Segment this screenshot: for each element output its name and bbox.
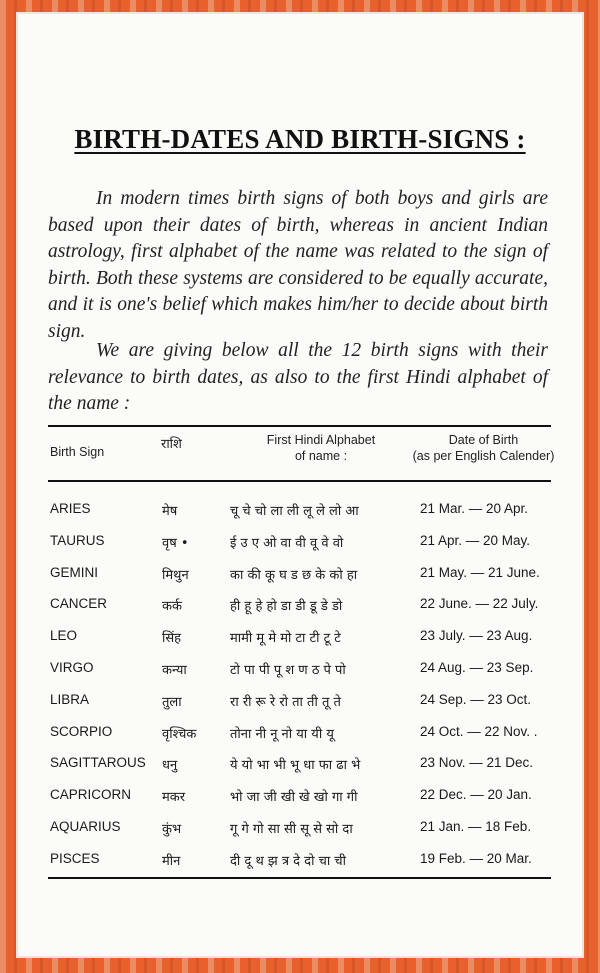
header-date-of-birth [396,432,571,464]
cell-rashi: सिंह [162,631,182,647]
cell-sign: GEMINI [50,564,99,580]
table-row [16,654,584,686]
cell-alphabet: मामी मू मे मो टा टी टू टे [230,631,341,647]
table-row [16,495,584,527]
header-hindi-alphabet-line1: First Hindi Alphabet [266,433,376,447]
cell-rashi: वृश्चिक [162,726,197,742]
table-row [16,718,584,750]
cell-date: 21 May. — 21 June. [420,564,540,580]
page-title: BIRTH-DATES AND BIRTH-SIGNS : [74,124,526,154]
cell-rashi: तुला [162,694,182,710]
cell-sign: CANCER [50,596,108,612]
table-row [16,845,584,877]
cell-sign: ARIES [50,501,91,516]
cell-rashi: कुंभ [162,821,182,837]
cell-sign: SAGITTAROUS [50,755,146,771]
cell-date: 24 Sep. — 23 Oct. [420,691,532,707]
cell-sign: AQUARIUS [50,818,121,834]
header-date-line1: Date of Birth [448,433,519,447]
table-top-rule [48,425,551,427]
table-intro-paragraph: We are giving below all the 12 birth signs with their relevance to birth dates, as also to the first Hindi alphabet of the name : [48,340,548,414]
cell-rashi: कन्या [162,662,187,678]
intro-paragraph: In modern times birth signs of both boys and girls are based upon their dates of birth, whereas in ancient Indian astrology, first alphabet of the name was related to the sign of birth. Both these systems are considered to be equally accurate, and it is one's belief which makes him/her to decide about birth sign. [48,188,548,342]
cell-alphabet: दी दू थ झ त्र दे दो चा ची [230,853,346,869]
cell-sign: TAURUS [50,532,105,548]
table-row [16,527,584,559]
cell-date: 21 Apr. — 20 May. [420,532,531,548]
cell-sign: SCORPIO [50,723,113,739]
cell-alphabet: का की कू घ ड छ के को हा [230,567,358,583]
cell-date: 24 Aug. — 23 Sep. [420,659,534,675]
cell-alphabet: चू चे चो ला ली लू ले लो आ [230,504,359,519]
cell-date: 19 Feb. — 20 Mar. [420,850,532,866]
cell-alphabet: भो जा जी खी खे खो गा गी [230,790,358,806]
cell-rashi: धनु [162,758,178,774]
cell-date: 21 Jan. — 18 Feb. [420,818,532,834]
cell-alphabet: रा री रू रे रो ता ती तू ते [230,694,341,710]
cell-alphabet: टो पा पी पू श ण ठ पे पो [230,662,346,678]
table-row [16,813,584,845]
cell-sign: VIRGO [50,659,94,675]
cell-sign: LIBRA [50,691,90,707]
cell-date: 21 Mar. — 20 Apr. [420,501,529,516]
table-bottom-rule [48,877,551,879]
cell-alphabet: तोना नी नू नो या यी यू [230,726,334,742]
cell-date: 24 Oct. — 22 Nov. . [420,723,538,739]
table-row [16,590,584,622]
cell-date: 22 June. — 22 July. [420,596,539,612]
cell-rashi: मेष [162,504,178,519]
table-row [16,686,584,718]
cell-sign: LEO [50,628,78,644]
cell-alphabet: ये यो भा भी भू धा फा ढा भे [230,758,361,774]
table-row [16,559,584,591]
cell-rashi: कर्क [162,599,182,615]
cell-rashi: वृष • [162,535,189,551]
table-body [16,495,584,877]
cell-date: 22 Dec. — 20 Jan. [420,787,532,803]
header-birth-sign: Birth Sign [50,445,105,459]
cell-alphabet: ही हू हे हो डा डी डू डे डो [230,599,343,615]
header-hindi-alphabet-line2: of name : [294,449,348,463]
cell-alphabet: गू गे गो सा सी सू से सो दा [230,821,353,837]
page [16,12,584,958]
cell-rashi: मीन [162,853,181,869]
header-date-line2: (as per English Calender) [412,449,555,463]
table-header-rule [48,480,551,482]
header-hindi-alphabet [246,432,396,464]
table-row [16,622,584,654]
cell-sign: CAPRICORN [50,787,132,803]
cell-date: 23 July. — 23 Aug. [420,628,533,644]
cell-date: 23 Nov. — 21 Dec. [420,755,534,771]
table-row [16,781,584,813]
cell-rashi: मिथुन [162,567,189,583]
cell-sign: PISCES [50,850,100,866]
header-rashi: राशि [161,437,182,452]
cell-alphabet: ई उ ए ओ वा वी वू वे वो [230,535,344,551]
table-row [16,749,584,781]
cell-rashi: मकर [162,790,186,806]
